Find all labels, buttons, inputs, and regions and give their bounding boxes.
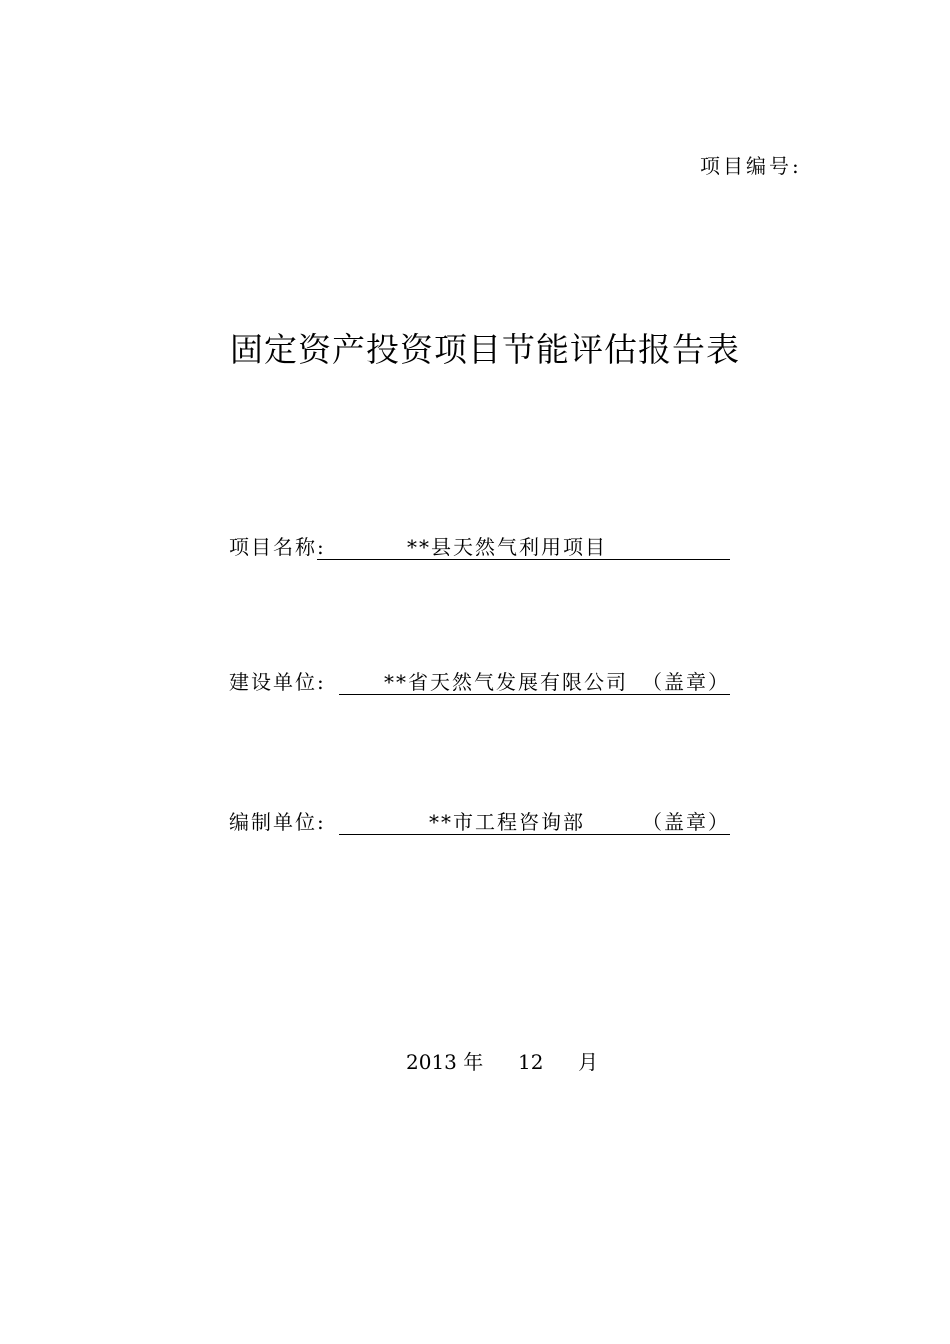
construction-unit-label: 建设单位: bbox=[229, 670, 326, 694]
compiling-unit-value: **市工程咨询部 bbox=[429, 810, 585, 834]
construction-unit-underline bbox=[339, 666, 730, 695]
date-year-unit: 年 bbox=[463, 1050, 484, 1074]
compiling-unit-seal: （盖章） bbox=[642, 810, 730, 834]
construction-unit-value: **省天然气发展有限公司 bbox=[384, 670, 628, 694]
compiling-unit-underline bbox=[339, 806, 730, 835]
compiling-unit-label: 编制单位: bbox=[229, 810, 326, 834]
date-year: 2013 bbox=[406, 1050, 457, 1074]
project-name-underline bbox=[317, 531, 730, 560]
date-month: 12 bbox=[517, 1050, 544, 1074]
project-number-label: 项目编号: bbox=[700, 154, 802, 178]
project-name-value: **县天然气利用项目 bbox=[407, 535, 607, 559]
document-title: 固定资产投资项目节能评估报告表 bbox=[230, 330, 740, 369]
report-date bbox=[406, 1046, 598, 1075]
construction-unit-seal: （盖章） bbox=[642, 670, 730, 694]
date-month-unit: 月 bbox=[578, 1050, 599, 1074]
project-name-label: 项目名称: bbox=[229, 535, 326, 559]
